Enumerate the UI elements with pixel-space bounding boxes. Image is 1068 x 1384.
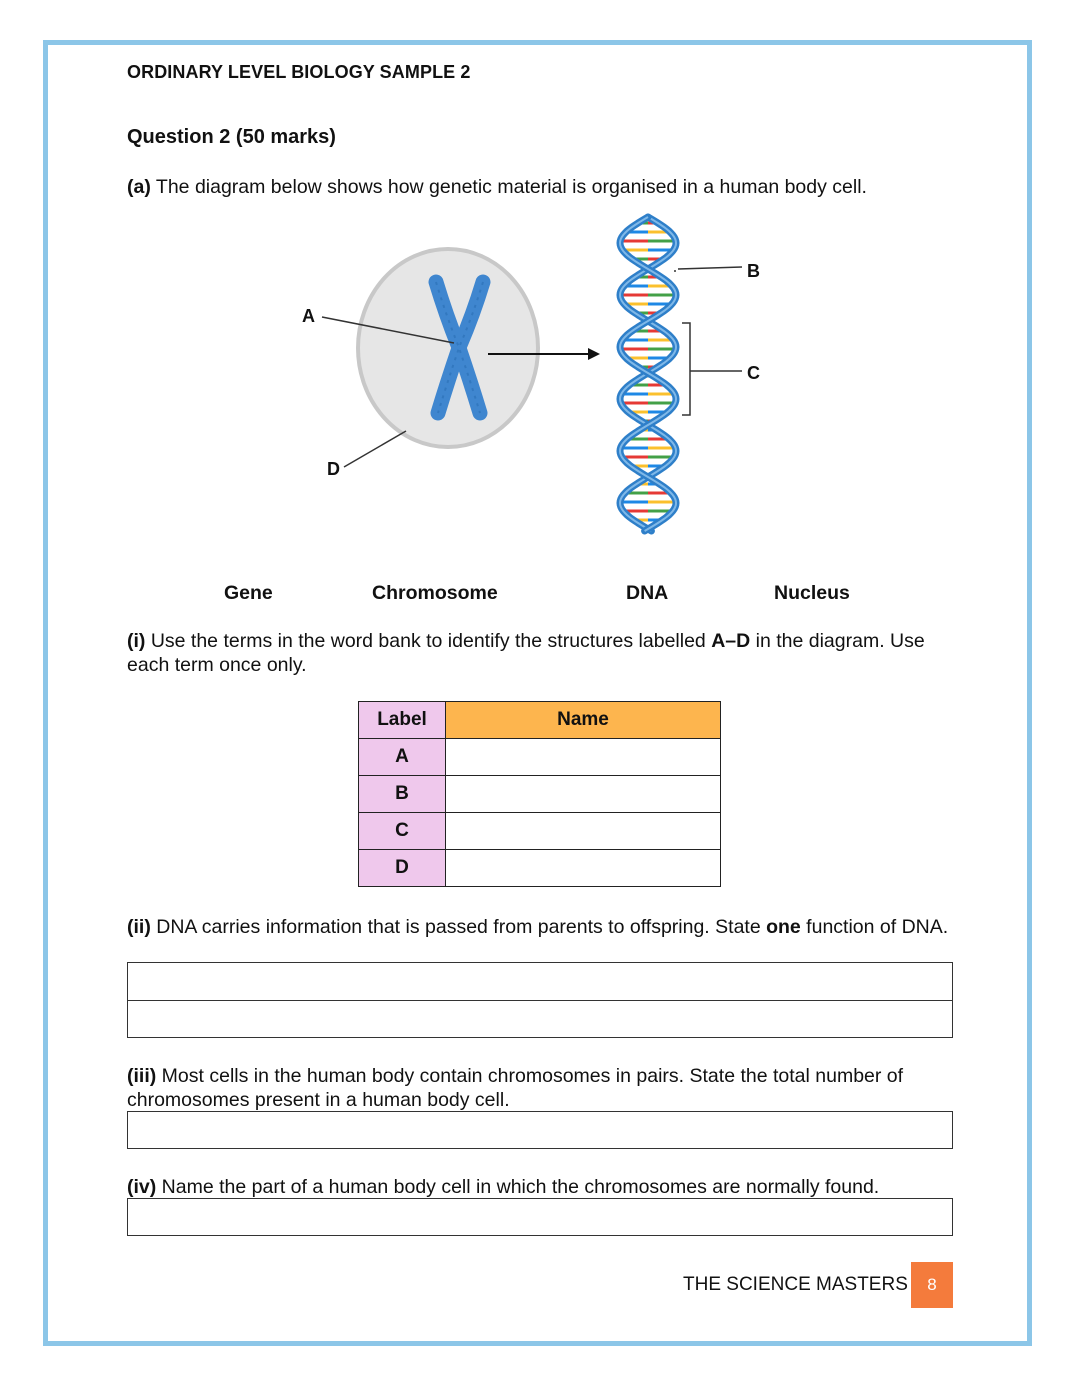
table-row-label: C [359, 813, 446, 850]
table-answer-cell[interactable] [446, 813, 721, 850]
part-ii-body-1: DNA carries information that is passed from parents to offspring. State [156, 916, 767, 938]
answer-box-iv[interactable] [127, 1198, 953, 1236]
word-bank-nucleus: Nucleus [774, 582, 850, 604]
question-title: Question 2 (50 marks) [127, 126, 336, 148]
part-a-prefix: (a) [127, 176, 151, 198]
table-row-label: B [359, 776, 446, 813]
part-iv-prefix: (iv) [127, 1176, 157, 1198]
part-i-body-2: in the diagram. Use each term once only. [127, 630, 925, 676]
part-a-body: The diagram below shows how genetic material is organised in a human body cell. [155, 176, 867, 198]
part-iv-text [127, 1175, 957, 1199]
answer-box-ii-line-1[interactable] [127, 962, 953, 1001]
part-iii-text [127, 1064, 957, 1112]
footer-brand: THE SCIENCE MASTERS [683, 1274, 908, 1295]
part-ii-body-2: function of DNA. [800, 916, 949, 938]
table-row [359, 850, 721, 887]
label-c: C [747, 363, 760, 383]
part-i-text [127, 629, 957, 677]
table-row-label: D [359, 850, 446, 887]
genetic-material-diagram [280, 205, 800, 545]
part-ii-text [127, 915, 957, 939]
page-number-badge: 8 [911, 1262, 953, 1308]
label-d: D [327, 459, 340, 479]
part-iv-body: Name the part of a human body cell in which the chromosomes are normally found. [161, 1176, 880, 1198]
table-row-label: A [359, 739, 446, 776]
part-iii-body: Most cells in the human body contain chromosomes in pairs. State the total number of chromosomes present in a human body cell. [127, 1065, 904, 1111]
answer-box-iii[interactable] [127, 1111, 953, 1149]
table-row [359, 813, 721, 850]
cell-nucleus [358, 249, 538, 447]
part-ii-prefix: (ii) [127, 916, 151, 938]
table-answer-cell[interactable] [446, 850, 721, 887]
table-header-row [359, 702, 721, 739]
table-header-name: Name [446, 702, 721, 739]
part-ii-bold: one [766, 916, 801, 938]
part-i-body-1: Use the terms in the word bank to identify the structures labelled [150, 630, 712, 652]
arrow-head [588, 348, 600, 360]
part-a-text [127, 176, 867, 199]
page-header: ORDINARY LEVEL BIOLOGY SAMPLE 2 [127, 62, 471, 82]
word-bank-chromosome: Chromosome [372, 582, 498, 604]
table-answer-cell[interactable] [446, 776, 721, 813]
word-bank-dna: DNA [626, 582, 669, 604]
table-header-label: Label [359, 702, 446, 739]
part-iii-prefix: (iii) [127, 1065, 157, 1087]
word-bank-gene: Gene [224, 582, 273, 604]
label-line-d [344, 431, 406, 467]
label-name-table [358, 701, 721, 887]
table-row [359, 776, 721, 813]
part-i-bold: A–D [711, 630, 751, 652]
answer-box-ii-line-2[interactable] [127, 1000, 953, 1038]
label-a: A [302, 306, 315, 326]
table-answer-cell[interactable] [446, 739, 721, 776]
label-b: B [747, 261, 760, 281]
gene-bracket [682, 323, 690, 415]
label-line-b [678, 267, 742, 269]
dna-helix [620, 217, 676, 531]
part-i-prefix: (i) [127, 630, 146, 652]
table-row [359, 739, 721, 776]
